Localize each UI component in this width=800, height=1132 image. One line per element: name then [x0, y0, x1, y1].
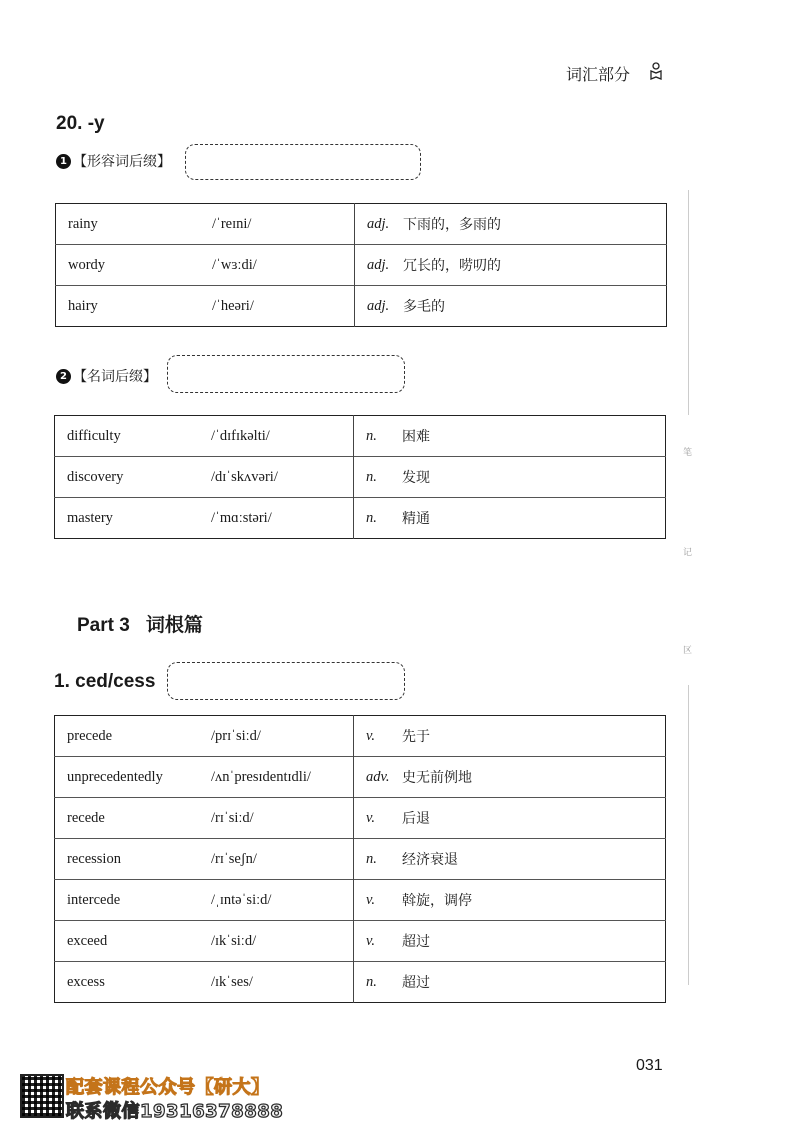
- meaning: 冗长的，唠叨的: [391, 245, 667, 286]
- vocab-table-noun-suffix: [54, 415, 666, 539]
- phonetic: /ˈreɪni/: [200, 204, 355, 245]
- table-row: [55, 921, 666, 962]
- table-row: [56, 286, 667, 327]
- word: rainy: [68, 215, 98, 232]
- part-title: 词根篇: [145, 614, 203, 636]
- meaning: 斡旋，调停: [390, 880, 666, 921]
- meaning: 下雨的，多雨的: [403, 217, 501, 233]
- section-title-ced-cess: 1. ced/cess: [54, 671, 156, 692]
- table-row: [55, 839, 666, 880]
- meaning: 超过: [390, 962, 666, 1003]
- part-of-speech: n.: [366, 427, 377, 444]
- phonetic: /dɪˈskʌvəri/: [199, 457, 354, 498]
- table-row: [55, 880, 666, 921]
- phonetic: /ˈheəri/: [200, 286, 355, 327]
- part-of-speech: v.: [354, 921, 391, 962]
- meaning: 史无前例地: [390, 757, 666, 798]
- phonetic: /ˈdɪfɪkəlti/: [199, 416, 354, 457]
- vocab-table-adjective-suffix: [55, 203, 667, 327]
- section-title-suffix-y: 20. -y: [56, 113, 105, 134]
- phonetic: /prɪˈsiːd/: [199, 716, 354, 757]
- table-row: [55, 716, 666, 757]
- phonetic: /ˌɪntəˈsiːd/: [199, 880, 354, 921]
- part-of-speech: n.: [354, 498, 391, 539]
- table-row: [55, 798, 666, 839]
- qr-code-icon: [20, 1074, 64, 1118]
- meaning: 困难: [402, 429, 430, 445]
- phonetic: /ɪkˈses/: [199, 962, 354, 1003]
- part-of-speech: adv.: [354, 757, 391, 798]
- table-row: [55, 416, 666, 457]
- table-row: [56, 204, 667, 245]
- word: exceed: [55, 921, 200, 962]
- part-of-speech: adj.: [355, 245, 392, 286]
- subheading-noun-suffix: [56, 366, 157, 386]
- word: excess: [55, 962, 200, 1003]
- meaning: 经济衰退: [390, 839, 666, 880]
- answer-blank-box[interactable]: [185, 144, 421, 180]
- notes-margin-char: 区: [683, 646, 693, 656]
- word: difficulty: [67, 427, 121, 444]
- phonetic: /rɪˈseʃn/: [199, 839, 354, 880]
- answer-blank-box[interactable]: [167, 355, 405, 393]
- table-row: [55, 757, 666, 798]
- word: recession: [55, 839, 200, 880]
- meaning: 多毛的: [391, 286, 667, 327]
- word: mastery: [55, 498, 200, 539]
- table-row: [55, 962, 666, 1003]
- word: discovery: [55, 457, 200, 498]
- vocab-table-ced-cess: [54, 715, 666, 1003]
- word: recede: [55, 798, 200, 839]
- meaning: 精通: [390, 498, 666, 539]
- promo-line-2: 联系微信19316378888: [66, 1101, 284, 1122]
- table-row: [55, 457, 666, 498]
- word: precede: [67, 727, 113, 744]
- part-label: Part 3: [77, 615, 130, 636]
- book-reader-icon: [650, 62, 662, 80]
- part-of-speech: adj.: [367, 215, 390, 232]
- page-number: 031: [636, 1057, 663, 1074]
- phonetic: /rɪˈsiːd/: [199, 798, 354, 839]
- part-of-speech: v.: [354, 880, 391, 921]
- meaning: 先于: [402, 729, 430, 745]
- part-of-speech: n.: [354, 962, 391, 1003]
- subheading-adjective-suffix: [56, 151, 171, 171]
- meaning: 发现: [390, 457, 666, 498]
- part-of-speech: v.: [366, 727, 375, 744]
- table-row: [55, 498, 666, 539]
- meaning: 超过: [390, 921, 666, 962]
- subheading-label: 【名词后缀】: [73, 369, 157, 385]
- word: hairy: [56, 286, 201, 327]
- phonetic: /ɪkˈsiːd/: [199, 921, 354, 962]
- notes-margin-char: 记: [683, 548, 693, 558]
- phonetic: /ʌnˈpresɪdentɪdli/: [199, 757, 354, 798]
- promo-line-1: 配套课程公众号【研大】: [66, 1077, 270, 1098]
- phonetic: /ˈmɑːstəri/: [199, 498, 354, 539]
- answer-blank-box[interactable]: [167, 662, 405, 700]
- notes-margin-line: [688, 685, 689, 985]
- page-header-title: 词汇部分: [566, 65, 631, 84]
- part-of-speech: adj.: [355, 286, 392, 327]
- word: wordy: [56, 245, 201, 286]
- circled-number: 1: [56, 154, 71, 169]
- circled-number: 2: [56, 369, 71, 384]
- part-of-speech: n.: [354, 839, 391, 880]
- notes-margin-line: [688, 190, 689, 415]
- word: intercede: [55, 880, 200, 921]
- subheading-label: 【形容词后缀】: [73, 154, 171, 170]
- part-of-speech: n.: [354, 457, 391, 498]
- table-row: [56, 245, 667, 286]
- part-heading: [77, 610, 203, 637]
- meaning: 后退: [390, 798, 666, 839]
- part-of-speech: v.: [354, 798, 391, 839]
- notes-margin-char: 笔: [683, 448, 693, 458]
- phonetic: /ˈwɜːdi/: [200, 245, 355, 286]
- word: unprecedentedly: [55, 757, 200, 798]
